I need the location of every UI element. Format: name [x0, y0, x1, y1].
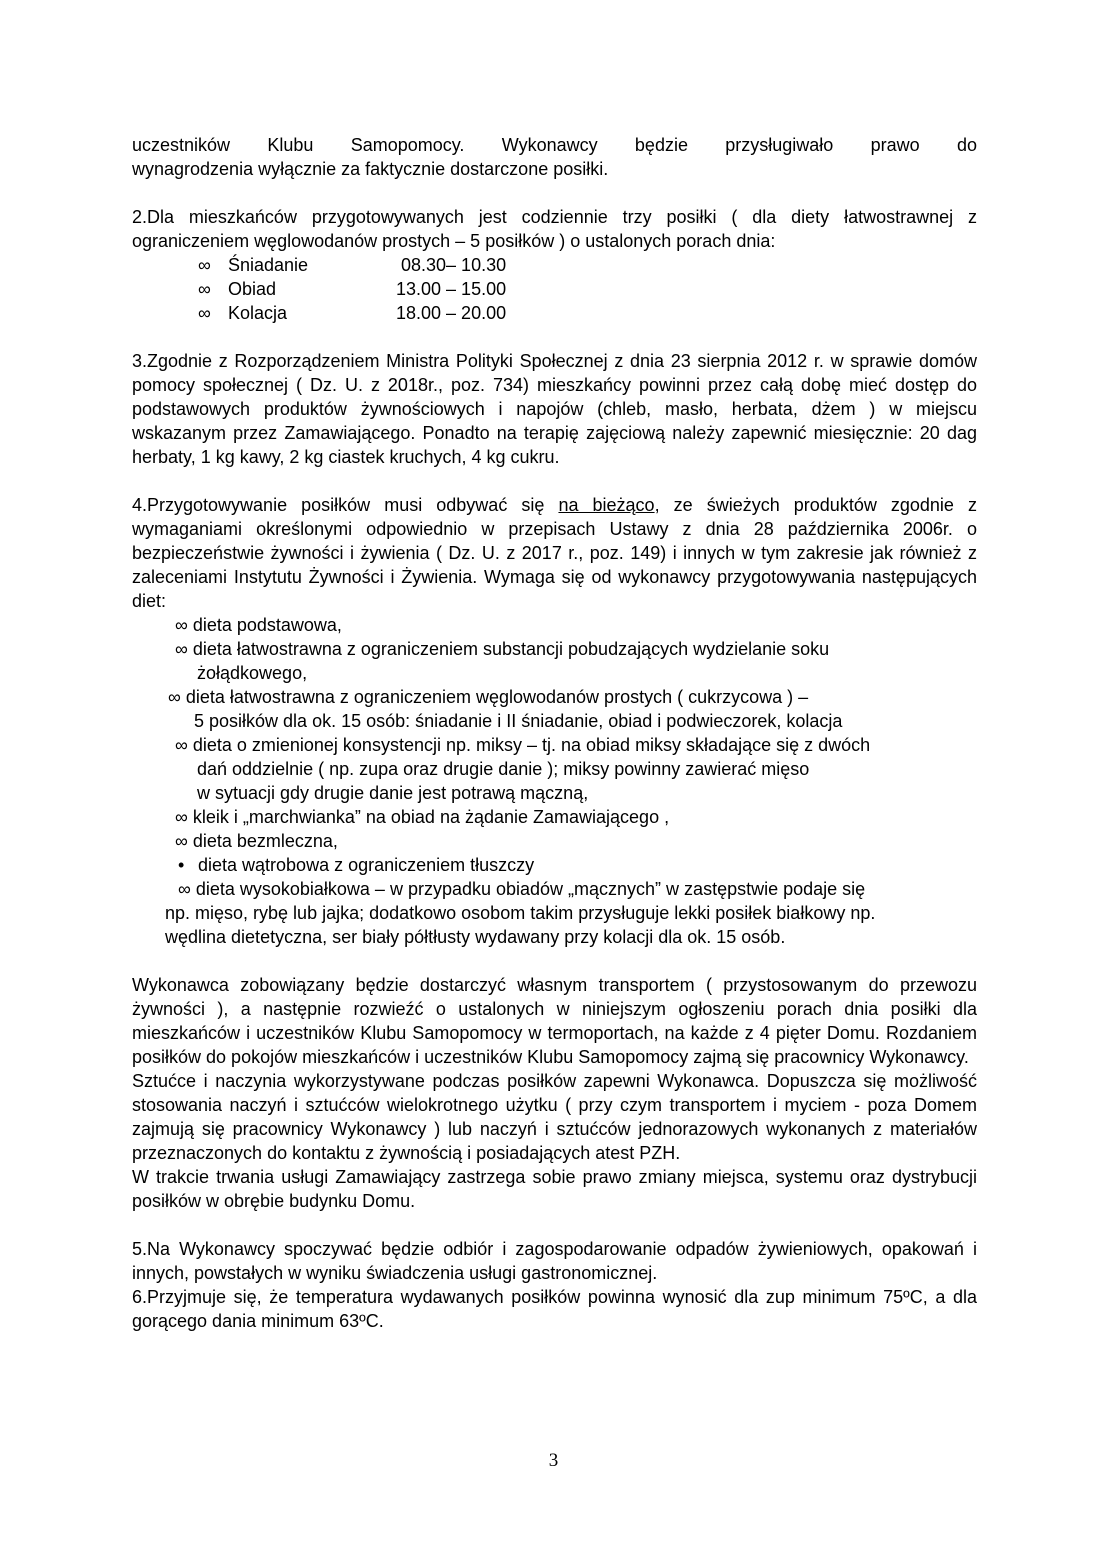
diet-item — [132, 877, 977, 949]
diet-item — [175, 805, 977, 829]
diet-text: ∞ kleik i „marchwianka” na obiad na żądanie Zamawiającego , — [175, 807, 670, 827]
diet-text: wędlina dietetyczna, ser biały półtłusty wydawany przy kolacji dla ok. 15 osób. — [165, 927, 786, 947]
meal-name: Śniadanie — [228, 255, 309, 275]
meal-name: Obiad — [228, 279, 277, 299]
section-4-before: 4.Przygotowywanie posiłków musi odbywać się — [132, 495, 559, 515]
spacer — [132, 949, 977, 973]
diet-text: ∞ dieta wysokobiałkowa – w przypadku obiadów „mącznych” w zastępstwie podaje się — [178, 879, 866, 899]
diet-item — [175, 613, 977, 637]
diet-text: ∞ dieta łatwostrawna z ograniczeniem substancji pobudzających wydzielanie soku — [175, 639, 830, 659]
diet-item — [175, 637, 977, 685]
diet-item — [178, 853, 977, 877]
diet-text: ∞ dieta łatwostrawna z ograniczeniem węglowodanów prostych ( cukrzycowa ) – — [168, 687, 809, 707]
diet-text: żołądkowego, — [197, 663, 308, 683]
meal-time: 13.00 – 15.00 — [396, 279, 507, 299]
meal-row — [198, 253, 977, 277]
distribution-text: W trakcie trwania usługi Zamawiający zastrzega sobie prawo zmiany miejsca, systemu oraz dystrybucji posiłków w obrębie budynku Domu. — [132, 1167, 977, 1211]
spacer — [132, 1213, 977, 1237]
diet-text: ∞ dieta bezmleczna, — [175, 831, 338, 851]
section-4-underlined: na bieżąco — [558, 495, 655, 515]
diet-item — [168, 685, 977, 733]
cutlery-text: Sztućce i naczynia wykorzystywane podczas posiłków zapewni Wykonawca. Dopuszcza się możliwość stosowania naczyń i sztućców wielokrotnego użytku ( przy czym transportem i myciem - poza Domem zajmują się pracownicy Wykonawcy ) lub naczyń i sztućców jednorazowych wykonanych z materiałów przeznaczonych do kontaktu z żywnością i posiadających atest PZH. — [132, 1071, 977, 1163]
diet-text: np. mięso, rybę lub jajka; dodatkowo osobom takim przysługuje lekki posiłek białkowy np. — [165, 903, 876, 923]
section-4-text — [132, 493, 977, 613]
spacer — [132, 181, 977, 205]
diet-text: ∞ dieta podstawowa, — [175, 615, 342, 635]
meal-time: 08.30– 10.30 — [396, 255, 507, 275]
p1-line1: uczestników Klubu Samopomocy. Wykonawcy będzie przysługiwało prawo do — [132, 135, 977, 155]
section-5-text: 5.Na Wykonawcy spoczywać będzie odbiór i zagospodarowanie odpadów żywieniowych, opakowań i innych, powstałych w wyniku świadczenia usługi gastronomicznej. — [132, 1239, 977, 1283]
spacer — [132, 469, 977, 493]
infinity-bullet-icon: ∞ — [198, 279, 211, 299]
diet-text: ∞ dieta o zmienionej konsystencji np. miksy – tj. na obiad miksy składające się z dwóch — [175, 735, 871, 755]
section-4-after: , ze świeżych produktów zgodnie z wymaganiami określonymi odpowiednio w przepisach Ustawy z dnia 28 października 2006r. o bezpieczeństwie żywności i żywienia ( Dz. U. z 2017 r., poz. 149) i innych w tym zakresie jak również z zaleceniami Instytutu Żywności i Żywienia. Wymaga się od wykonawcy przygotowywania następujących diet: — [132, 495, 977, 611]
diet-text: w sytuacji gdy drugie danie jest potrawą mączną, — [197, 783, 589, 803]
infinity-bullet-icon: ∞ — [198, 303, 211, 323]
diet-item — [175, 733, 977, 805]
diet-text: dieta wątrobowa z ograniczeniem tłuszczy — [198, 855, 535, 875]
meal-row — [198, 301, 977, 325]
infinity-bullet-icon: ∞ — [198, 255, 211, 275]
section-6-text: 6.Przyjmuje się, że temperatura wydawanych posiłków powinna wynosić dla zup minimum 75ºC, a dla gorącego dania minimum 63ºC. — [132, 1287, 977, 1331]
dot-bullet-icon: • — [178, 855, 185, 875]
section-3-text: 3.Zgodnie z Rozporządzeniem Ministra Polityki Społecznej z dnia 23 sierpnia 2012 r. w sprawie domów pomocy społecznej ( Dz. U. z 2018r., poz. 734) mieszkańcy powinni przez całą dobę mieć dostęp do podstawowych produktów żywnościowych i napojów (chleb, masło, herbata, dżem ) w miejscu wskazanym przez Zamawiającego. Ponadto na terapię zajęciową należy zapewnić miesięcznie: 20 dag herbaty, 1 kg kawy, 2 kg ciastek kruchych, 4 kg cukru. — [132, 351, 977, 467]
transport-text: Wykonawca zobowiązany będzie dostarczyć własnym transportem ( przystosowanym do przewozu żywności ), a następnie rozwieźć o ustalonych w niniejszym ogłoszeniu porach dnia posiłki dla mieszkańców i uczestników Klubu Samopomocy w termoportach, na każde z 4 pięter Domu. Rozdaniem posiłków do pokojów mieszkańców i uczestników Klubu Samopomocy zajmą się pracownicy Wykonawcy. — [132, 975, 977, 1067]
diet-item — [175, 829, 977, 853]
diet-text: dań oddzielnie ( np. zupa oraz drugie danie ); miksy powinny zawierać mięso — [197, 759, 810, 779]
meal-name: Kolacja — [228, 303, 288, 323]
meal-time: 18.00 – 20.00 — [396, 303, 507, 323]
diet-text: 5 posiłków dla ok. 15 osób: śniadanie i II śniadanie, obiad i podwieczorek, kolacja — [194, 711, 843, 731]
p1-line2: wynagrodzenia wyłącznie za faktycznie dostarczone posiłki. — [132, 159, 609, 179]
section-2-text: 2.Dla mieszkańców przygotowywanych jest codziennie trzy posiłki ( dla diety łatwostrawnej z ograniczeniem węglowodanów prostych – 5 posiłków ) o ustalonych porach dnia: — [132, 207, 977, 251]
page-number: 3 — [548, 1450, 559, 1471]
meal-row — [198, 277, 977, 301]
spacer — [132, 325, 977, 349]
